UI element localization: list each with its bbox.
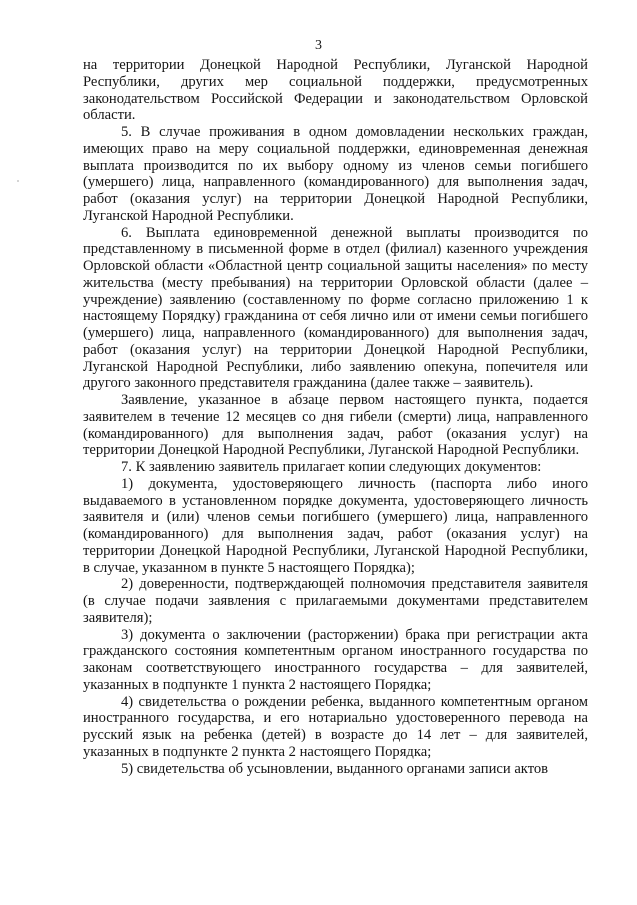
list-item-3: 3) документа о заключении (расторжении) брака при регистрации акта гражданского состояния компетентным органом иностранного государства по законам соответствующего иностранного государства – для заявителей, указанных в подпункте 1 пункта 2 настоящего Порядка; <box>83 626 588 693</box>
paragraph-continuation: на территории Донецкой Народной Республики, Луганской Народной Республики, других мер социальной поддержки, предусмотренных законодательством Российской Федерации и законодательством Орловской области. <box>83 57 588 124</box>
list-item-5: 5) свидетельства об усыновлении, выданного органами записи актов <box>121 760 549 777</box>
list-item-4: 4) свидетельства о рождении ребенка, выданного компетентным органом иностранного государства, и его нотариально удостоверенного перевода на русский язык на ребенка (детей) в возрасте до 14 лет – для заявителей, указанных в подпункте 2 пункта 2 настоящего Порядка; <box>83 693 588 760</box>
paragraph-item-6-second: Заявление, указанное в абзаце первом настоящего пункта, подается заявителем в течение 12 месяцев со дня гибели (смерти) лица, направленного (командированного) для выполнения задач, работ (оказания услуг) на территории Донецкой Народной Республики, Луганской Народной Республики. <box>83 392 588 459</box>
paragraph-item-5: 5. В случае проживания в одном домовладении нескольких граждан, имеющих право на меру социальной поддержки, единовременная денежная выплата производится по их выбору одному из членов семьи погибшего (умершего) лица, направленного (командированного) для выполнения задач, работ (оказания услуг) на территории Донецкой Народной Республики, Луганской Народной Республики. <box>83 124 588 224</box>
paragraph-item-7: 7. К заявлению заявитель прилагает копии следующих документов: <box>121 459 542 475</box>
scan-artifact <box>17 180 19 182</box>
list-item-2: 2) доверенности, подтверждающей полномочия представителя заявителя (в случае подачи заявления с прилагаемыми документами представителем заявителя); <box>83 576 588 626</box>
document-body <box>83 57 588 777</box>
list-item-1: 1) документа, удостоверяющего личность (паспорта либо иного выдаваемого в установленном порядке документа, удостоверяющего личность заявителя и (или) членов семьи погибшего (умершего) лица, направленного (командированного) для выполнения задач, работ (оказания услуг) на территории Донецкой Народной Республики, Луганской Народной Республики, в случае, указанном в пункте 5 настоящего Порядка); <box>83 475 588 576</box>
page-number: 3 <box>315 38 322 53</box>
paragraph-item-6: 6. Выплата единовременной денежной выплаты производится по представленному в письменной форме в отдел (филиал) казенного учреждения Орловской области «Областной центр социальной защиты населения» по месту жительства (месту пребывания) на территории Орловской области (далее – учреждение) заявлению (составленному по форме согласно приложению 1 к настоящему Порядку) гражданина от себя лично или от имени семьи погибшего (умершего) лица, направленного (командированного) для выполнения задач, работ (оказания услуг) на территории Донецкой Народной Республики, Луганской Народной Республики, либо заявлению опекуна, попечителя или другого законного представителя гражданина (далее также – заявитель). <box>83 224 588 392</box>
